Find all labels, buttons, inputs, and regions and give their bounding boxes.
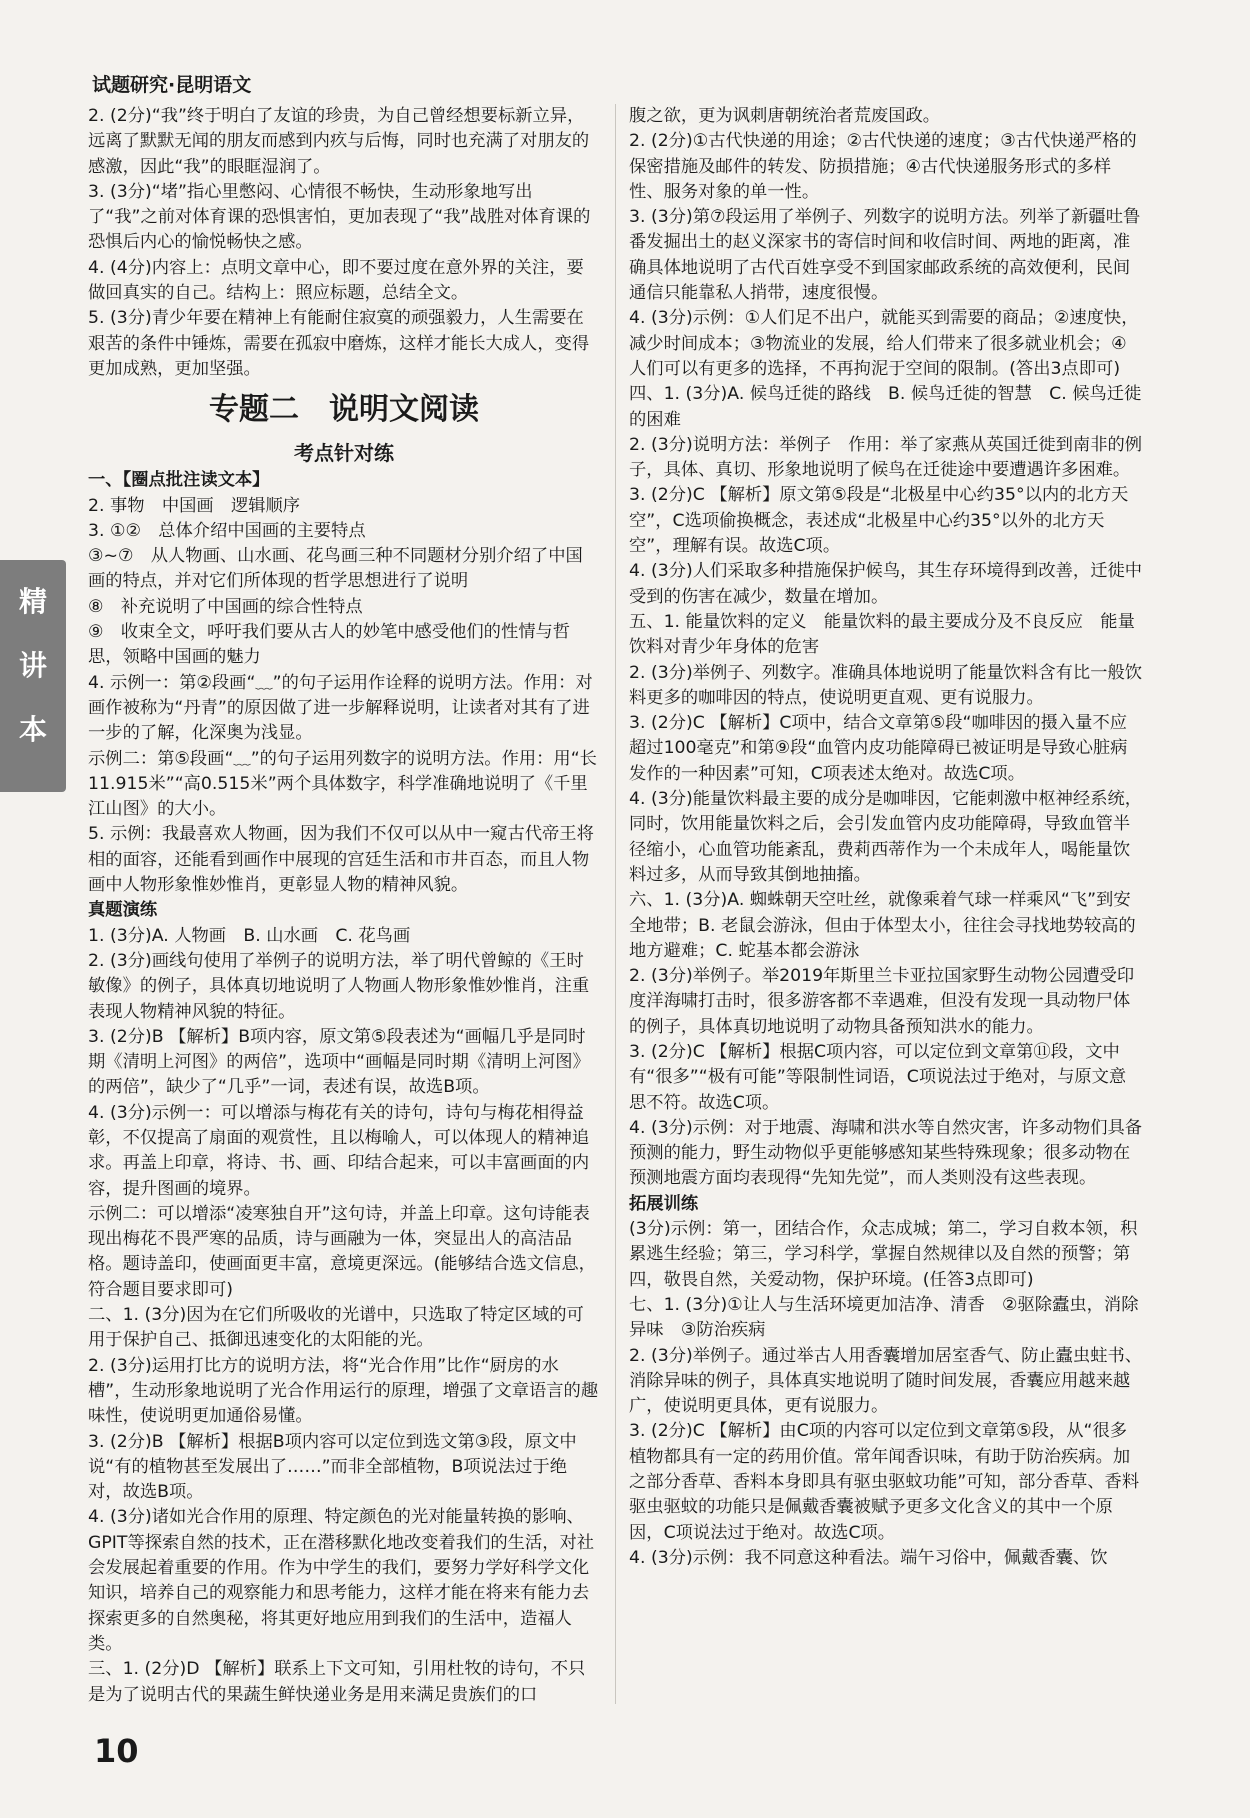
answer-paragraph: 3. (2分)B 【解析】B项内容，原文第⑤段表述为“画幅几乎是同时期《清明上河图》的两倍”，选项中“画幅是同时期《清明上河图》的两倍”，缺少了“几乎”一词，表述有误，故选B项。 xyxy=(88,1026,590,1098)
subheading: 真题演练 xyxy=(88,900,158,921)
answer-paragraph: 4. 示例一：第②段画“﹏”的句子运用作诠释的说明方法。作用：对画作被称为“丹青”的原因做了进一步解释说明，让读者对其有了进一步的了解，化深奥为浅显。 xyxy=(88,672,593,744)
answer-paragraph: 2. (3分)画线句使用了举例子的说明方法，举了明代曾鲸的《王时敏像》的例子，具体真切地说明了人物画人物形象惟妙惟肖，注重表现人物精神风貌的特征。 xyxy=(88,950,590,1022)
answer-paragraph: 腹之欲，更为讽刺唐朝统治者荒废国政。 xyxy=(629,106,941,126)
answer-paragraph: 5. (3分)青少年要在精神上有能耐住寂寞的顽强毅力，人生需要在艰苦的条件中锤炼，需要在孤寂中磨炼，这样才能长大成人，变得更加成熟，更加坚强。 xyxy=(88,308,590,379)
answer-paragraph: 五、1. 能量饮料的定义 能量饮料的最主要成分及不良反应 能量饮料对青少年身体的危害 xyxy=(629,611,1135,658)
section-side-tab xyxy=(0,560,66,792)
subheading: 一、【圈点批注读文本】 xyxy=(88,470,270,491)
answer-paragraph: 4. (3分)示例：我不同意这种看法。端午习俗中，佩戴香囊、饮 xyxy=(629,1547,1108,1568)
answer-paragraph: 2. (3分)举例子。举2019年斯里兰卡亚拉国家野生动物公园遭受印度洋海啸打击时，很多游客都不幸遇难，但没有发现一具动物尸体的例子，具体真切地说明了动物具备预知洪水的能力。 xyxy=(629,966,1135,1037)
answer-paragraph: 4. (3分)示例：①人们足不出户，就能买到需要的商品；②速度快，减少时间成本；③物流业的发展，给人们带来了很多就业机会；④人们可以有更多的选择，不再拘泥于空间的限制。(答出3点即可) xyxy=(629,308,1139,379)
answer-paragraph: 3. (2分)C 【解析】根据C项内容，可以定位到文章第⑪段，文中有“很多”“极有可能”等限制性词语，C项说法过于绝对，与原文意思不符。故选C项。 xyxy=(629,1041,1127,1113)
answer-paragraph: 2. (2分)①古代快递的用途；②古代快递的速度；③古代快递严格的保密措施及邮件的转发、防损措施；④古代快递服务形式的多样性、服务对象的单一性。 xyxy=(629,131,1137,202)
answer-paragraph: 4. (4分)内容上：点明文章中心，即不要过度在意外界的关注，要做回真实的自己。结构上：照应标题，总结全文。 xyxy=(88,257,584,304)
answer-paragraph: 4. (3分)能量饮料最主要的成分是咖啡因，它能刺激中枢神经系统，同时，饮用能量饮料之后，会引发血管内皮功能障碍，导致血管半径缩小，心血管功能紊乱，费莉西蒂作为一个未成年人，喝能量饮料过多，从而导致其倒地抽搐。 xyxy=(629,789,1143,885)
answer-paragraph: 2. (3分)说明方法：举例子 作用：举了家燕从英国迁徙到南非的例子，具体、真切、形象地说明了候鸟在迁徙途中要遭遇许多困难。 xyxy=(629,434,1143,481)
column-divider xyxy=(615,104,616,1704)
answer-paragraph: 4. (3分)示例一：可以增添与梅花有关的诗句，诗句与梅花相得益彰，不仅提高了扇面的观赏性，且以梅喻人，可以体现人的精神追求。再盖上印章，将诗、书、画、印结合起来，可以丰富画面的内容，提升图画的境界。 xyxy=(88,1102,590,1199)
answer-paragraph: 3. (2分)C 【解析】原文第⑤段是“北极星中心约35°以内的北方天空”，C选项偷换概念，表述成“北极星中心约35°以外的北方天空”，理解有误。故选C项。 xyxy=(629,485,1129,557)
side-tab-char: 精 xyxy=(18,585,47,618)
page-number: 10 xyxy=(94,1732,139,1770)
answer-paragraph: 5. 示例：我最喜欢人物画，因为我们不仅可以从中一窥古代帝王将相的面容，还能看到画作中展现的宫廷生活和市井百态，而且人物画中人物形象惟妙惟肖，更彰显人物的精神风貌。 xyxy=(88,824,594,896)
answer-paragraph: 2. 事物 中国画 逻辑顺序 xyxy=(88,495,301,516)
answer-paragraph: 2. (3分)举例子、列数字。准确具体地说明了能量饮料含有比一般饮料更多的咖啡因的特点，使说明更直观、更有说服力。 xyxy=(629,662,1143,708)
answer-paragraph: ③~⑦ 从人物画、山水画、花鸟画三种不同题材分别介绍了中国画的特点，并对它们所体现的哲学思想进行了说明 xyxy=(88,546,583,592)
answer-paragraph: 4. (3分)诸如光合作用的原理、特定颜色的光对能量转换的影响、GPIT等探索自然的技术，正在潜移默化地改变着我们的生活，对社会发展起着重要的作用。作为中学生的我们，要努力学好科学文化知识，培养自己的观察能力和思考能力，这样才能在将来有能力去探索更多的自然奥秘，将其更好地应用到我们的生活中，造福人类。 xyxy=(88,1507,595,1654)
answer-paragraph: 3. (3分)“堵”指心里憋闷、心情很不畅快，生动形象地写出了“我”之前对体育课的恐惧害怕，更加表现了“我”战胜对体育课的恐惧后内心的愉悦畅快之感。 xyxy=(88,181,591,253)
answer-paragraph: 三、1. (2分)D 【解析】联系上下文可知，引用杜牧的诗句，不只是为了说明古代的果蔬生鲜快递业务是用来满足贵族们的口 xyxy=(88,1659,586,1705)
answer-paragraph: 示例二：可以增添“凌寒独自开”这句诗，并盖上印章。这句诗能表现出梅花不畏严寒的品质，诗与画融为一体，突显出人的高洁品格。题诗盖印，使画面更丰富，意境更深远。(能够结合选文信息，符合题目要求即可) xyxy=(88,1203,596,1300)
side-tab-char: 本 xyxy=(18,713,47,746)
answer-paragraph: 二、1. (3分)因为在它们所吸收的光谱中，只选取了特定区域的可用于保护自己、抵御迅速变化的太阳能的光。 xyxy=(88,1305,584,1351)
answer-paragraph: ⑨ 收束全文，呼吁我们要从古人的妙笔中感受他们的性情与哲思，领略中国画的魅力 xyxy=(88,622,571,668)
answer-paragraph: 七、1. (3分)①让人与生活环境更加洁净、清香 ②驱除蠹虫，消除异味 ③防治疾病 xyxy=(629,1294,1139,1341)
answer-paragraph: 示例二：第⑤段画“﹏”的句子运用列数字的说明方法。作用：用“长11.915米”“高0.515米”两个具体数字，科学准确地说明了《千里江山图》的大小。 xyxy=(88,748,597,820)
right-column xyxy=(629,104,1143,1571)
answer-paragraph: 四、1. (3分)A. 候鸟迁徙的路线 B. 候鸟迁徙的智慧 C. 候鸟迁徙的困难 xyxy=(629,384,1142,430)
answer-paragraph: 2. (3分)运用打比方的说明方法，将“光合作用”比作“厨房的水槽”，生动形象地说明了光合作用运行的原理，增强了文章语言的趣味性，使说明更加通俗易懂。 xyxy=(88,1355,599,1427)
subheading: 拓展训练 xyxy=(629,1193,699,1214)
answer-paragraph: 2. (2分)“我”终于明白了友谊的珍贵，为自己曾经想要标新立异，远离了默默无闻的朋友而感到内疚与后悔，同时也充满了对朋友的感激，因此“我”的眼眶湿润了。 xyxy=(88,106,590,177)
answer-paragraph: (3分)示例：第一，团结合作，众志成城；第二，学习自救本领，积累逃生经验；第三，学习科学，掌握自然规律以及自然的预警；第四，敬畏自然，关爱动物，保护环境。(任答3点即可) xyxy=(629,1219,1138,1290)
answer-paragraph: 3. ①② 总体介绍中国画的主要特点 xyxy=(88,520,366,541)
answer-paragraph: 六、1. (3分)A. 蜘蛛朝天空吐丝，就像乘着气球一样乘风“飞”到安全地带；B. 老鼠会游泳，但由于体型太小，往往会寻找地势较高的地方避难；C. 蛇基本都会游泳 xyxy=(629,890,1136,961)
answer-paragraph: 4. (3分)示例：对于地震、海啸和洪水等自然灾害，许多动物们具备预测的能力，野生动物似乎更能够感知某些特殊现象；很多动物在预测地震方面均表现得“先知先觉”，而人类则没有这些表现。 xyxy=(629,1117,1143,1189)
left-column xyxy=(88,104,600,1708)
answer-paragraph: 1. (3分)A. 人物画 B. 山水画 C. 花鸟画 xyxy=(88,925,411,946)
side-tab-char: 讲 xyxy=(18,649,47,682)
answer-paragraph: 3. (3分)第⑦段运用了举例子、列数字的说明方法。列举了新疆吐鲁番发掘出土的赵义深家书的寄信时间和收信时间、两地的距离，准确具体地说明了古代百姓享受不到国家邮政系统的高效便利，民间通信只能靠私人捎带，速度很慢。 xyxy=(629,207,1141,304)
answer-paragraph: 3. (2分)C 【解析】C项中，结合文章第⑤段“咖啡因的摄入量不应超过100毫克”和第⑨段“血管内皮功能障碍已被证明是导致心脏病发作的一种因素”可知，C项表述太绝对。故选C项。 xyxy=(629,713,1128,784)
answer-paragraph: ⑧ 补充说明了中国画的综合性特点 xyxy=(88,596,363,617)
section-subtitle: 考点针对练 xyxy=(294,441,394,466)
answer-paragraph: 2. (3分)举例子。通过举古人用香囊增加居室香气、防止蠹虫蛀书、消除异味的例子，具体真实地说明了随时间发展，香囊应用越来越广，使说明更具体，更有说服力。 xyxy=(629,1345,1143,1417)
section-title: 专题二 说明文阅读 xyxy=(209,392,479,428)
answer-paragraph: 3. (2分)B 【解析】根据B项内容可以定位到选文第③段，原文中说“有的植物甚至发展出了……”而非全部植物，B项说法过于绝对，故选B项。 xyxy=(88,1431,577,1503)
answer-paragraph: 3. (2分)C 【解析】由C项的内容可以定位到文章第⑤段，从“很多植物都具有一定的药用价值。常年闻香识味，有助于防治疾病。加之部分香草、香料本身即具有驱虫驱蚊功能”可知，部分香草、香料驱虫驱蚊的功能只是佩戴香囊被赋予更多文化含义的其中一个原因，C项说法过于绝对。故选C项。 xyxy=(629,1421,1140,1543)
running-header: 试题研究·昆明语文 xyxy=(92,74,252,96)
answer-paragraph: 4. (3分)人们采取多种措施保护候鸟，其生存环境得到改善，迁徙中受到的伤害在减少，数量在增加。 xyxy=(629,561,1143,607)
